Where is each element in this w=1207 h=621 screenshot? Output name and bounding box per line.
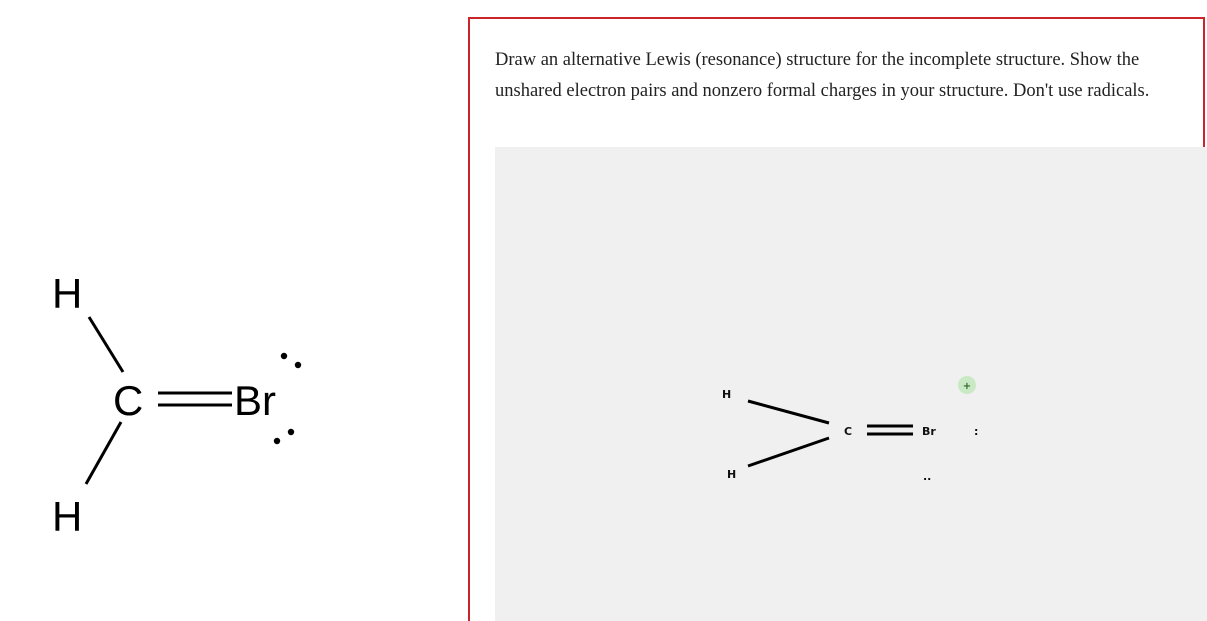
canvas-atom-h-top[interactable]: H: [722, 388, 732, 401]
reference-structure-svg: [0, 0, 460, 621]
ref-lone-pair-bottom: [274, 429, 294, 444]
ref-bond-c-h-bottom: [86, 422, 121, 484]
drawing-canvas-svg[interactable]: [495, 147, 1207, 621]
reference-structure: [0, 0, 460, 621]
canvas-lone-pair-below[interactable]: ..: [923, 470, 932, 483]
ref-atom-carbon: C: [113, 377, 144, 424]
canvas-bond-c-h-bottom[interactable]: [748, 438, 829, 466]
canvas-atom-carbon[interactable]: C: [844, 425, 853, 438]
question-prompt: Draw an alternative Lewis (resonance) structure for the incomplete structure. Show the unshared electron pairs and nonzero formal charges in your structure. Don't use radicals.: [495, 50, 1150, 101]
ref-atom-bromine: Br: [234, 377, 276, 424]
ref-atom-h-bottom: H: [52, 493, 83, 540]
question-panel: [468, 17, 1205, 621]
canvas-formal-charge-sign: +: [962, 381, 972, 392]
ref-lone-pair-top: [281, 353, 301, 368]
canvas-lone-pair-right[interactable]: :: [974, 425, 979, 438]
drawing-canvas[interactable]: [495, 147, 1207, 621]
canvas-atom-h-bottom[interactable]: H: [727, 468, 737, 481]
ref-atom-h-top: H: [52, 270, 83, 317]
canvas-bond-c-h-top[interactable]: [748, 401, 829, 423]
canvas-atom-bromine[interactable]: Br: [922, 425, 936, 438]
canvas-formal-charge[interactable]: [958, 376, 976, 394]
ref-bond-c-h-top: [89, 317, 123, 372]
